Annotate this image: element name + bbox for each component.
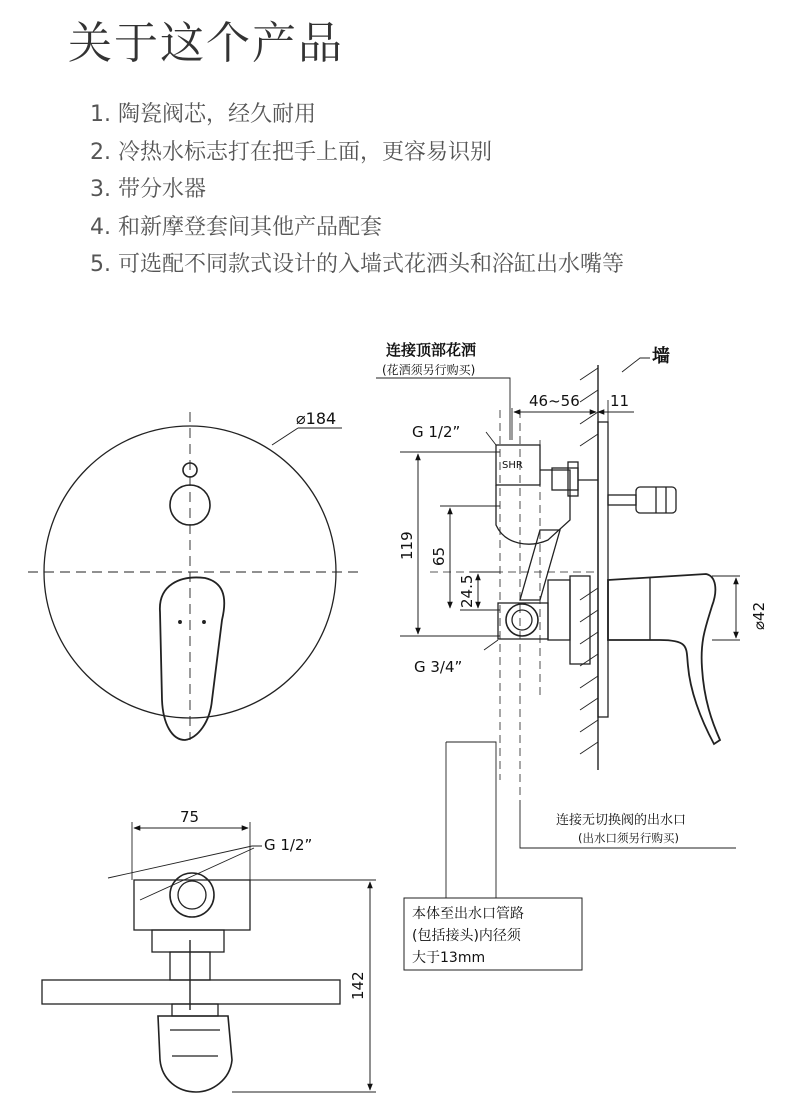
pipe-note-line: 本体至出水口管路	[412, 906, 524, 922]
feature-item: 3. 带分水器	[90, 177, 206, 202]
thread-top-label: G 1/2”	[412, 423, 461, 441]
front-view	[28, 412, 362, 740]
wall-plate-top	[42, 980, 340, 1004]
diverter-ring	[170, 485, 210, 525]
top-outlet-note: (花洒须另行购买)	[382, 363, 476, 377]
top-outlet-label: 连接顶部花洒	[386, 341, 477, 359]
outlet-note: 连接无切换阀的出水口	[556, 813, 687, 828]
top-thread-label: G 1/2”	[264, 836, 313, 854]
dim-119-label: 119	[398, 531, 416, 560]
dim-65-label: 65	[430, 546, 448, 566]
brand-mark: SHR	[502, 460, 523, 471]
wall-plate	[598, 422, 608, 717]
feature-item: 4. 和新摩登套间其他产品配套	[90, 214, 382, 240]
page-title: 关于这个产品	[68, 18, 344, 69]
top-view	[42, 822, 376, 1092]
cartridge	[552, 468, 578, 490]
top-width-label: 75	[180, 808, 200, 826]
top-height-label: 142	[349, 971, 367, 1000]
feature-item: 5. 可选配不同款式设计的入墙式花洒头和浴缸出水嘴等	[90, 252, 624, 277]
depth-range-label: 46~56	[529, 392, 580, 410]
cold-mark	[203, 621, 206, 624]
pipe-note-line: 大于13mm	[412, 950, 486, 966]
wall-label: 墙	[652, 346, 670, 367]
diverter-stem	[608, 495, 636, 505]
handle-diameter-label: ⌀42	[750, 601, 768, 630]
thread-bottom-label: G 3/4”	[414, 658, 463, 676]
diameter-leader	[272, 428, 298, 445]
lower-outlet	[506, 604, 538, 636]
dim-24-5-label: 24.5	[458, 574, 476, 608]
feature-item: 2. 冷热水标志打在把手上面，更容易识别	[90, 139, 492, 165]
plate-thickness-label: 11	[610, 392, 630, 410]
hot-mark	[179, 621, 182, 624]
pipe-note-line: (包括接头)内径须	[412, 928, 521, 944]
lever-side	[608, 574, 720, 744]
diameter-label: ⌀184	[296, 409, 337, 428]
lower-block	[548, 580, 570, 640]
body-top	[134, 880, 250, 930]
outlet-note-sub: (出水口须另行购买)	[578, 831, 679, 845]
feature-item: 1. 陶瓷阀芯，经久耐用	[90, 102, 316, 127]
lever-top	[158, 1016, 232, 1092]
